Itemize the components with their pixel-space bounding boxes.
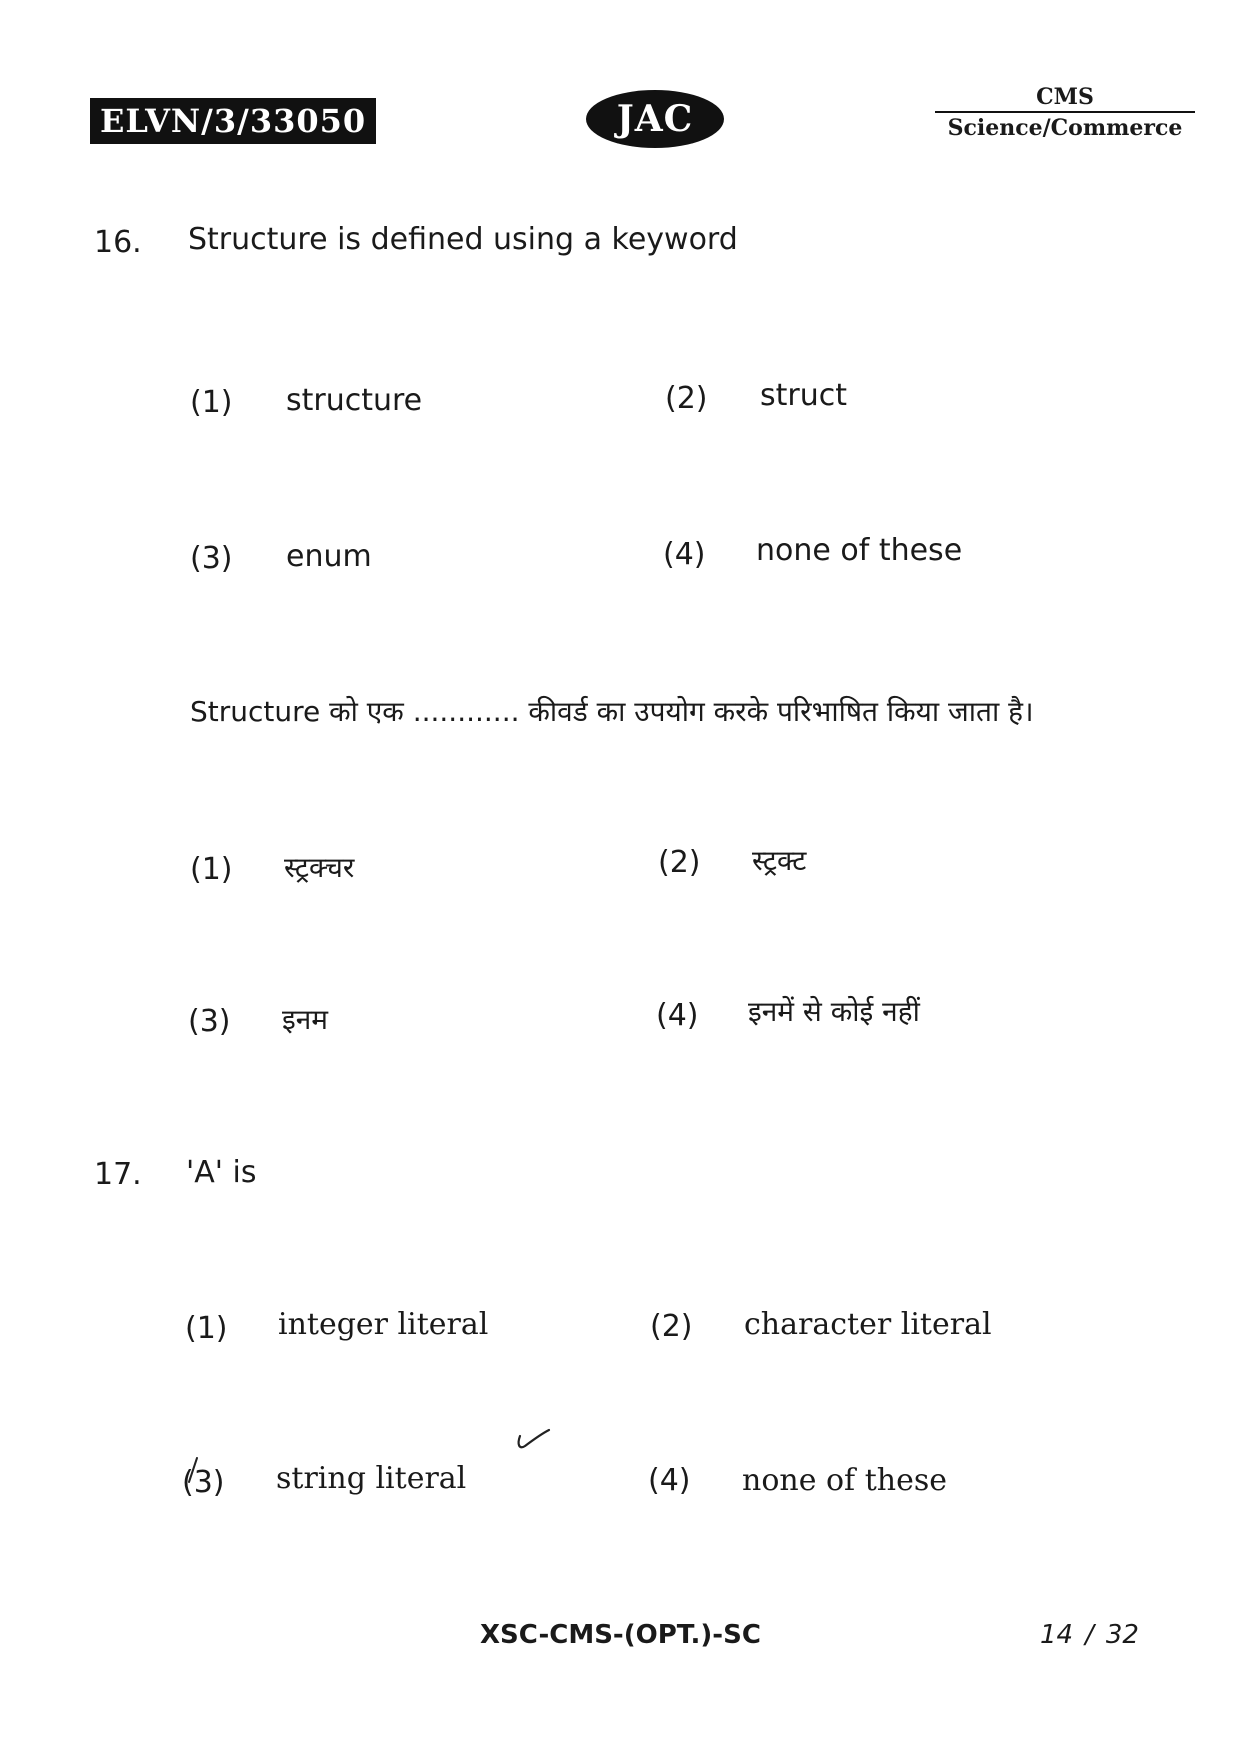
option-text: integer literal [278, 1307, 489, 1342]
page-total: 32 [1105, 1620, 1139, 1650]
option-text: स्ट्रक्ट [752, 844, 807, 877]
option-text: स्ट्रक्चर [284, 851, 355, 884]
option-number: (2) [650, 1309, 693, 1344]
page-current: 14 [1040, 1620, 1074, 1650]
jac-logo [586, 90, 724, 148]
subject-divider [935, 111, 1195, 113]
subject-label: CMS [1036, 84, 1094, 110]
option-number: (1) [190, 852, 233, 887]
option-text: none of these [756, 533, 963, 568]
question-number: 16. [94, 225, 142, 260]
footer-paper-code: XSC-CMS-(OPT.)-SC [480, 1620, 761, 1650]
option-text: character literal [744, 1307, 992, 1342]
option-number: (4) [656, 998, 699, 1033]
option-number: (4) [663, 537, 706, 572]
option-number: (1) [190, 385, 233, 420]
subject-stream-block [935, 84, 1195, 141]
option-number: (3) [182, 1465, 225, 1500]
option-number: (1) [185, 1311, 228, 1346]
handwritten-tick-icon [515, 1426, 555, 1456]
option-number: (2) [658, 845, 701, 880]
page-number [1040, 1620, 1139, 1650]
question-text-en: 'A' is [186, 1155, 257, 1190]
option-number: (4) [648, 1463, 691, 1498]
paper-code-badge: ELVN/3/33050 [90, 98, 376, 144]
page-separator: / [1085, 1620, 1094, 1650]
option-text: structure [286, 383, 423, 418]
option-number: (2) [665, 381, 708, 416]
option-text: enum [286, 539, 372, 574]
stream-label: Science/Commerce [947, 115, 1183, 141]
question-text-hi: Structure को एक ............ कीवर्ड का उपयोग करके परिभाषित किया जाता है। [190, 695, 1034, 728]
option-text: इनम [282, 1003, 329, 1036]
option-number: (3) [190, 541, 233, 576]
logo-text: JAC [616, 98, 694, 140]
option-text: string literal [276, 1461, 467, 1496]
question-number: 17. [94, 1157, 142, 1192]
handwritten-slash-icon [183, 1456, 203, 1486]
option-text: struct [760, 378, 847, 413]
question-text-en: Structure is defined using a keyword [188, 222, 738, 257]
option-text: इनमें से कोई नहीं [748, 995, 920, 1028]
option-text: none of these [742, 1463, 947, 1498]
option-number: (3) [188, 1004, 231, 1039]
